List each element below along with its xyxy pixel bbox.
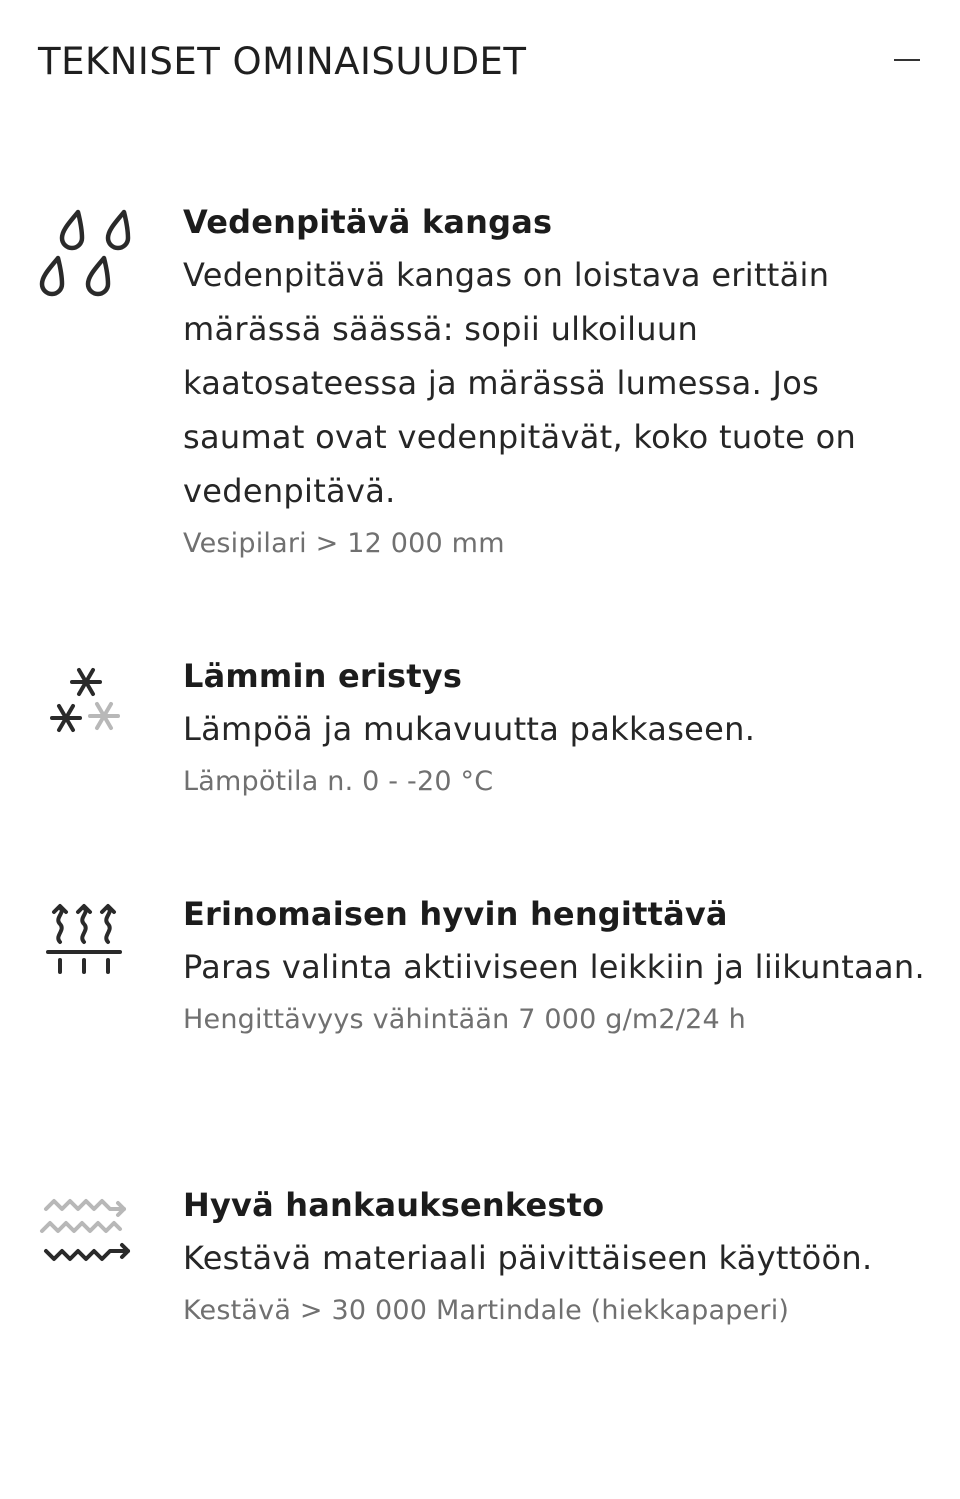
- minus-icon[interactable]: [882, 44, 922, 76]
- abrasion-waves-icon: [36, 1189, 140, 1285]
- section-title: TEKNISET OMINAISUUDET: [38, 40, 527, 83]
- feature-spec: Hengittävyys vähintään 7 000 g/m2/24 h: [183, 1004, 746, 1035]
- feature-description: Paras valinta aktiiviseen leikkiin ja liikuntaan.: [183, 948, 925, 986]
- feature-title: Vedenpitävä kangas: [183, 203, 553, 241]
- section-header[interactable]: [38, 30, 922, 94]
- feature-description: Kestävä materiaali päivittäiseen käyttöön.: [183, 1239, 873, 1277]
- feature-spec: Vesipilari > 12 000 mm: [183, 528, 505, 559]
- feature-title: Erinomaisen hyvin hengittävä: [183, 895, 728, 933]
- feature-title: Hyvä hankauksenkesto: [183, 1186, 605, 1224]
- snowflakes-icon: [36, 660, 140, 756]
- feature-spec: Lämpötila n. 0 - -20 °C: [183, 766, 494, 797]
- feature-title: Lämmin eristys: [183, 657, 463, 695]
- feature-spec: Kestävä > 30 000 Martindale (hiekkapaperi): [183, 1295, 790, 1326]
- raindrops-icon: [36, 204, 140, 300]
- breathable-arrows-icon: [36, 898, 140, 994]
- feature-description: Vedenpitävä kangas on loistava erittäin märässä säässä: sopii ulkoiluun kaatosateessa ja märässä lumessa. Jos saumat ovat vedenpitävät, koko tuote on vedenpitävä.: [183, 256, 857, 510]
- feature-description: Lämpöä ja mukavuutta pakkaseen.: [183, 710, 756, 748]
